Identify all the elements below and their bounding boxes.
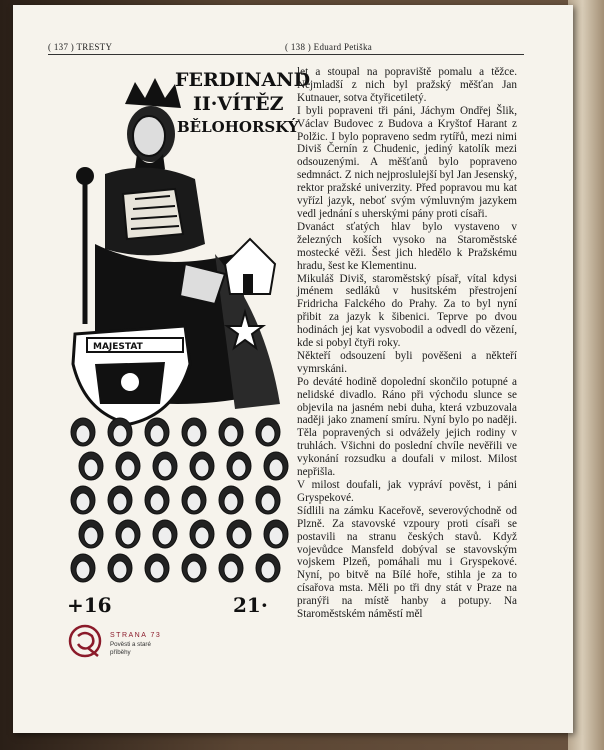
face-icon bbox=[261, 425, 275, 443]
face-icon bbox=[158, 459, 172, 477]
footer-subtitle-line: příběhy bbox=[110, 648, 131, 656]
publisher-logo-icon bbox=[66, 622, 104, 660]
illustration-title-2: II·VÍTĚZ bbox=[193, 93, 284, 115]
banner-text: MAJESTAT bbox=[93, 342, 143, 352]
face-icon bbox=[76, 425, 90, 443]
face-icon bbox=[224, 561, 238, 579]
face-icon bbox=[150, 493, 164, 511]
footer-subtitle bbox=[110, 641, 180, 656]
face-icon bbox=[113, 493, 127, 511]
face-icon bbox=[269, 527, 283, 545]
face-icon bbox=[84, 527, 98, 545]
face-icon bbox=[150, 561, 164, 579]
face-icon bbox=[232, 459, 246, 477]
paragraph: Sídlili na zámku Kaceřově, severovýchodně od Plzně. Za stavovské vzpoury proti císaři se postavili na stranu českých stavů. Když vojevůdce Mansfeld dobýval se stavovským vojskem Plzeň, pomáhali mu i Gryspekové. Nyní, po bitvě na Bílé hoře, stihla je za to císařova msta. Měli po tři dny stát v Praze na pranýři na místě hanby a potupy. Na Staroměstském náměstí měl bbox=[297, 504, 517, 621]
running-header-left: ( 137 ) TRESTY bbox=[48, 42, 113, 52]
illustration-title-3: BĚLOHORSKÝ bbox=[177, 118, 299, 136]
face-icon bbox=[224, 493, 238, 511]
woodcut-illustration bbox=[65, 64, 311, 620]
face-icon bbox=[150, 425, 164, 443]
paragraph: Mikuláš Diviš, staroměstský písař, vítal kdysi jménem sedláků v husitském přestrojení Fridricha Falckého do Prahy. Za to byl nyní přibit za jazyk k šibenici. Teprve po dvou hodinách jej kat vysvobodil a odvedl do vězení, kde si pobyl čtyři roky. bbox=[297, 272, 517, 350]
face-icon bbox=[261, 493, 275, 511]
page-stack-edge bbox=[568, 0, 604, 750]
body-text-column bbox=[297, 66, 517, 621]
footer-title: STRANA 73 bbox=[110, 632, 162, 639]
header-rule bbox=[48, 54, 524, 55]
face-icon bbox=[113, 561, 127, 579]
face-icon bbox=[187, 425, 201, 443]
paragraph: let a stoupal na popraviště pomalu a těžce. Nejmladší z nich byl pražský měšťan Jan Kutnauer, sotva čtyřicetiletý. bbox=[297, 66, 517, 104]
face-icon bbox=[76, 493, 90, 511]
paragraph: Někteří odsouzení byli pověšeni a někteří vymrskáni. bbox=[297, 349, 517, 375]
face-icon bbox=[113, 425, 127, 443]
face-icon bbox=[269, 459, 283, 477]
face-icon bbox=[187, 493, 201, 511]
face-icon bbox=[84, 459, 98, 477]
paragraph: Dvanáct sťatých hlav bylo vystaveno v železných koších vysoko na Staroměstské mostecké věži. Šest jich hledělo k Pražskému hradu, šest ke Klementinu. bbox=[297, 220, 517, 272]
paragraph: I byli popraveni tři páni, Jáchym Ondřej Šlik, Václav Budovec z Budova a Kryštof Harant z Polžic. I bylo popraveno sedm rytířů, mezi nimi Diviš Černín z Chudenic, jediný katolík mezi odsouzenými. A měšťanů bylo popraveno sedmnáct. Z nich nejproslulejší byl Jan Jesenský, rektor pražské univerzity. Před popravou mu kat vyřízl jazyk, neboť svým výmluvným jazykem vedl jednání s uherskými pány proti císaři. bbox=[297, 104, 517, 220]
year-right: 21· bbox=[233, 593, 268, 617]
paragraph: V milost doufali, jak vypráví pověst, i páni Gryspekové. bbox=[297, 479, 517, 504]
face-icon bbox=[187, 561, 201, 579]
illustration-title-1: FERDINAND bbox=[175, 69, 311, 91]
paragraph: Po deváté hodině dopolední skončilo potupné a nelidské divadlo. Ráno při východu slunce se objevila na jasném nebi duha, která vzbuzovala naději jako znamení smíru. Nyní bylo po naději. Těla popravených si odvážely jejich rodiny v truhlách. Všichni do poslední chvíle nevěřili ve vykonání rozsudku a doufali v milost. Milost nepřišla. bbox=[297, 375, 517, 479]
footer-subtitle-line: Pověsti a staré bbox=[110, 641, 151, 648]
face-icon bbox=[224, 425, 238, 443]
year-left: +16 bbox=[67, 593, 112, 617]
running-header-right: ( 138 ) Eduard Petiška bbox=[285, 42, 373, 52]
face-icon bbox=[195, 527, 209, 545]
face-icon bbox=[76, 561, 90, 579]
face-icon bbox=[158, 527, 172, 545]
face-icon bbox=[232, 527, 246, 545]
face-icon bbox=[121, 527, 135, 545]
face-icon bbox=[121, 459, 135, 477]
face-icon bbox=[261, 561, 275, 579]
face-icon bbox=[195, 459, 209, 477]
